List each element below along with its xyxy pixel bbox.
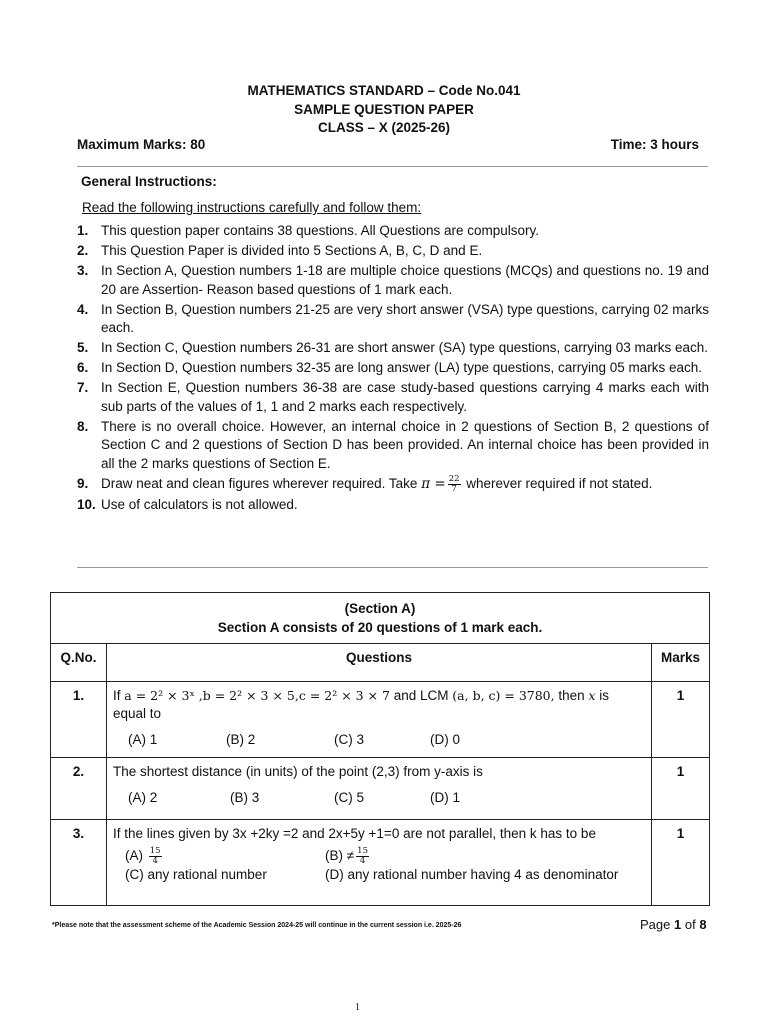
total-pages: 8 bbox=[699, 917, 707, 932]
option-d: (D) 0 bbox=[430, 732, 460, 747]
fraction-numerator: 15 bbox=[149, 846, 161, 856]
item-number: 1. bbox=[77, 223, 89, 238]
column-header-questions: Questions bbox=[107, 644, 652, 682]
pi-fraction bbox=[448, 475, 461, 494]
option-b bbox=[325, 847, 645, 866]
pi-symbol: π = bbox=[421, 476, 446, 493]
item-number: 3. bbox=[77, 263, 89, 278]
section-header bbox=[51, 593, 710, 644]
column-header-marks: Marks bbox=[652, 644, 710, 682]
paper-subtitle: SAMPLE QUESTION PAPER bbox=[294, 102, 474, 117]
item-text: In Section E, Question numbers 36-38 are case study-based questions carrying 4 marks each with sub parts of the values of 1, 1 and 2 marks each respectively. bbox=[101, 380, 709, 414]
q2-text: The shortest distance (in units) of the point (2,3) from y-axis is bbox=[113, 764, 483, 779]
option-b-label: (B) ≠ bbox=[325, 848, 355, 864]
instructions-list bbox=[77, 222, 709, 516]
q3-text: If the lines given by 3x +2ky =2 and 2x+5y +1=0 are not parallel, then k has to be bbox=[113, 826, 596, 841]
question-number: 1. bbox=[51, 682, 107, 758]
q1-pre: If bbox=[113, 688, 121, 703]
item-number: 6. bbox=[77, 360, 89, 375]
option-c: (C) 5 bbox=[334, 790, 364, 805]
item-text: In Section A, Question numbers 1-18 are multiple choice questions (MCQs) and questions no. 19 and 20 are Assertion- Reason based questions of 1 mark each. bbox=[101, 263, 709, 297]
option-a-fraction bbox=[149, 847, 162, 866]
option-a: (A) 2 bbox=[128, 790, 158, 805]
item-text: Use of calculators is not allowed. bbox=[101, 497, 298, 512]
item-number: 10. bbox=[77, 497, 96, 512]
table-row bbox=[51, 682, 710, 758]
item-text: There is no overall choice. However, an internal choice in 2 questions of Section B, 2 questions of Section C and 2 questions of Section D has been provided. An internal choice has been provided in all the 2 marks questions of Section E. bbox=[101, 418, 709, 471]
divider bbox=[77, 567, 708, 568]
question-text bbox=[107, 758, 652, 820]
divider bbox=[77, 166, 708, 167]
options bbox=[113, 731, 645, 749]
question-text bbox=[107, 682, 652, 758]
list-item bbox=[77, 496, 709, 515]
instructions-intro: Read the following instructions carefully and follow them: bbox=[82, 200, 422, 215]
q1-variable: x bbox=[588, 688, 596, 703]
questions-table bbox=[50, 592, 710, 906]
option-c: (C) any rational number bbox=[125, 867, 267, 882]
fraction-denominator: 4 bbox=[152, 856, 158, 866]
section-subtitle: Section A consists of 20 questions of 1 mark each. bbox=[217, 620, 543, 635]
q1-mid: and LCM bbox=[393, 688, 449, 703]
instructions-title: General Instructions: bbox=[81, 174, 217, 189]
table-row bbox=[51, 758, 710, 820]
list-item bbox=[77, 379, 709, 416]
assessment-note: *Please note that the assessment scheme of the Academic Session 2024-25 will continue in the current session i.e. 2025-26 bbox=[52, 922, 462, 929]
fraction-denominator: 7 bbox=[451, 484, 457, 494]
item-number: 5. bbox=[77, 340, 89, 355]
question-number: 3. bbox=[51, 820, 107, 906]
item-text bbox=[101, 475, 709, 494]
item-number: 8. bbox=[77, 418, 89, 434]
question-marks: 1 bbox=[652, 820, 710, 906]
section-title: (Section A) bbox=[344, 601, 416, 616]
option-a bbox=[125, 847, 325, 866]
option-b-fraction bbox=[356, 847, 369, 866]
q1-tail: is equal to bbox=[113, 688, 609, 721]
max-marks: Maximum Marks: 80 bbox=[77, 137, 206, 152]
fraction-numerator: 15 bbox=[357, 846, 368, 856]
page-label: Page bbox=[640, 917, 671, 932]
list-item bbox=[77, 359, 709, 378]
fraction-numerator: 22 bbox=[448, 474, 460, 484]
time-allowed: Time: 3 hours bbox=[610, 137, 699, 152]
option-b: (B) 3 bbox=[230, 790, 260, 805]
item-text: This Question Paper is divided into 5 Sections A, B, C, D and E. bbox=[101, 243, 483, 258]
pdf-page-number: 1 bbox=[355, 1002, 360, 1013]
item9-pre: Draw neat and clean figures wherever required. Take bbox=[101, 476, 418, 492]
question-marks: 1 bbox=[652, 682, 710, 758]
page-of: of bbox=[684, 917, 696, 932]
question-text bbox=[107, 820, 652, 906]
options bbox=[113, 847, 645, 884]
option-a-label: (A) bbox=[125, 848, 143, 864]
list-item bbox=[77, 339, 709, 358]
list-item bbox=[77, 475, 709, 494]
item-number: 2. bbox=[77, 243, 89, 258]
question-marks: 1 bbox=[652, 758, 710, 820]
question-number: 2. bbox=[51, 758, 107, 820]
item-number: 4. bbox=[77, 301, 89, 317]
column-header-qno: Q.No. bbox=[51, 644, 107, 682]
option-c: (C) 3 bbox=[334, 732, 364, 747]
list-item bbox=[77, 418, 709, 474]
q1-lcm: (a, b, c) = 3780, bbox=[452, 688, 555, 703]
item-text: In Section B, Question numbers 21-25 are very short answer (VSA) type questions, carrying 02 marks each. bbox=[101, 301, 709, 335]
q1-post: then bbox=[558, 688, 585, 703]
page-number bbox=[640, 917, 707, 932]
option-d: (D) any rational number having 4 as denominator bbox=[325, 867, 619, 882]
item9-post: wherever required if not stated. bbox=[466, 476, 653, 492]
paper-title: MATHEMATICS STANDARD – Code No.041 bbox=[247, 83, 521, 98]
current-page: 1 bbox=[674, 917, 682, 932]
option-b: (B) 2 bbox=[226, 732, 256, 747]
options bbox=[113, 789, 645, 807]
item-number: 9. bbox=[77, 476, 89, 491]
fraction-denominator: 4 bbox=[359, 856, 366, 866]
option-a: (A) 1 bbox=[128, 732, 158, 747]
list-item bbox=[77, 301, 709, 338]
list-item bbox=[77, 262, 709, 299]
paper-class: CLASS – X (2025-26) bbox=[317, 120, 451, 135]
q1-expression: a = 2² × 3ˣ ,b = 2² × 3 × 5,c = 2² × 3 × 7 bbox=[124, 688, 390, 703]
list-item bbox=[77, 242, 709, 261]
item-text: In Section C, Question numbers 26-31 are short answer (SA) type questions, carrying 03 marks each. bbox=[101, 340, 709, 355]
list-item bbox=[77, 222, 709, 241]
item-text: In Section D, Question numbers 32-35 are long answer (LA) type questions, carrying 05 marks each. bbox=[101, 360, 703, 375]
item-text: This question paper contains 38 questions. All Questions are compulsory. bbox=[101, 223, 539, 238]
table-row bbox=[51, 820, 710, 906]
option-d: (D) 1 bbox=[430, 790, 460, 805]
item-number: 7. bbox=[77, 380, 89, 395]
